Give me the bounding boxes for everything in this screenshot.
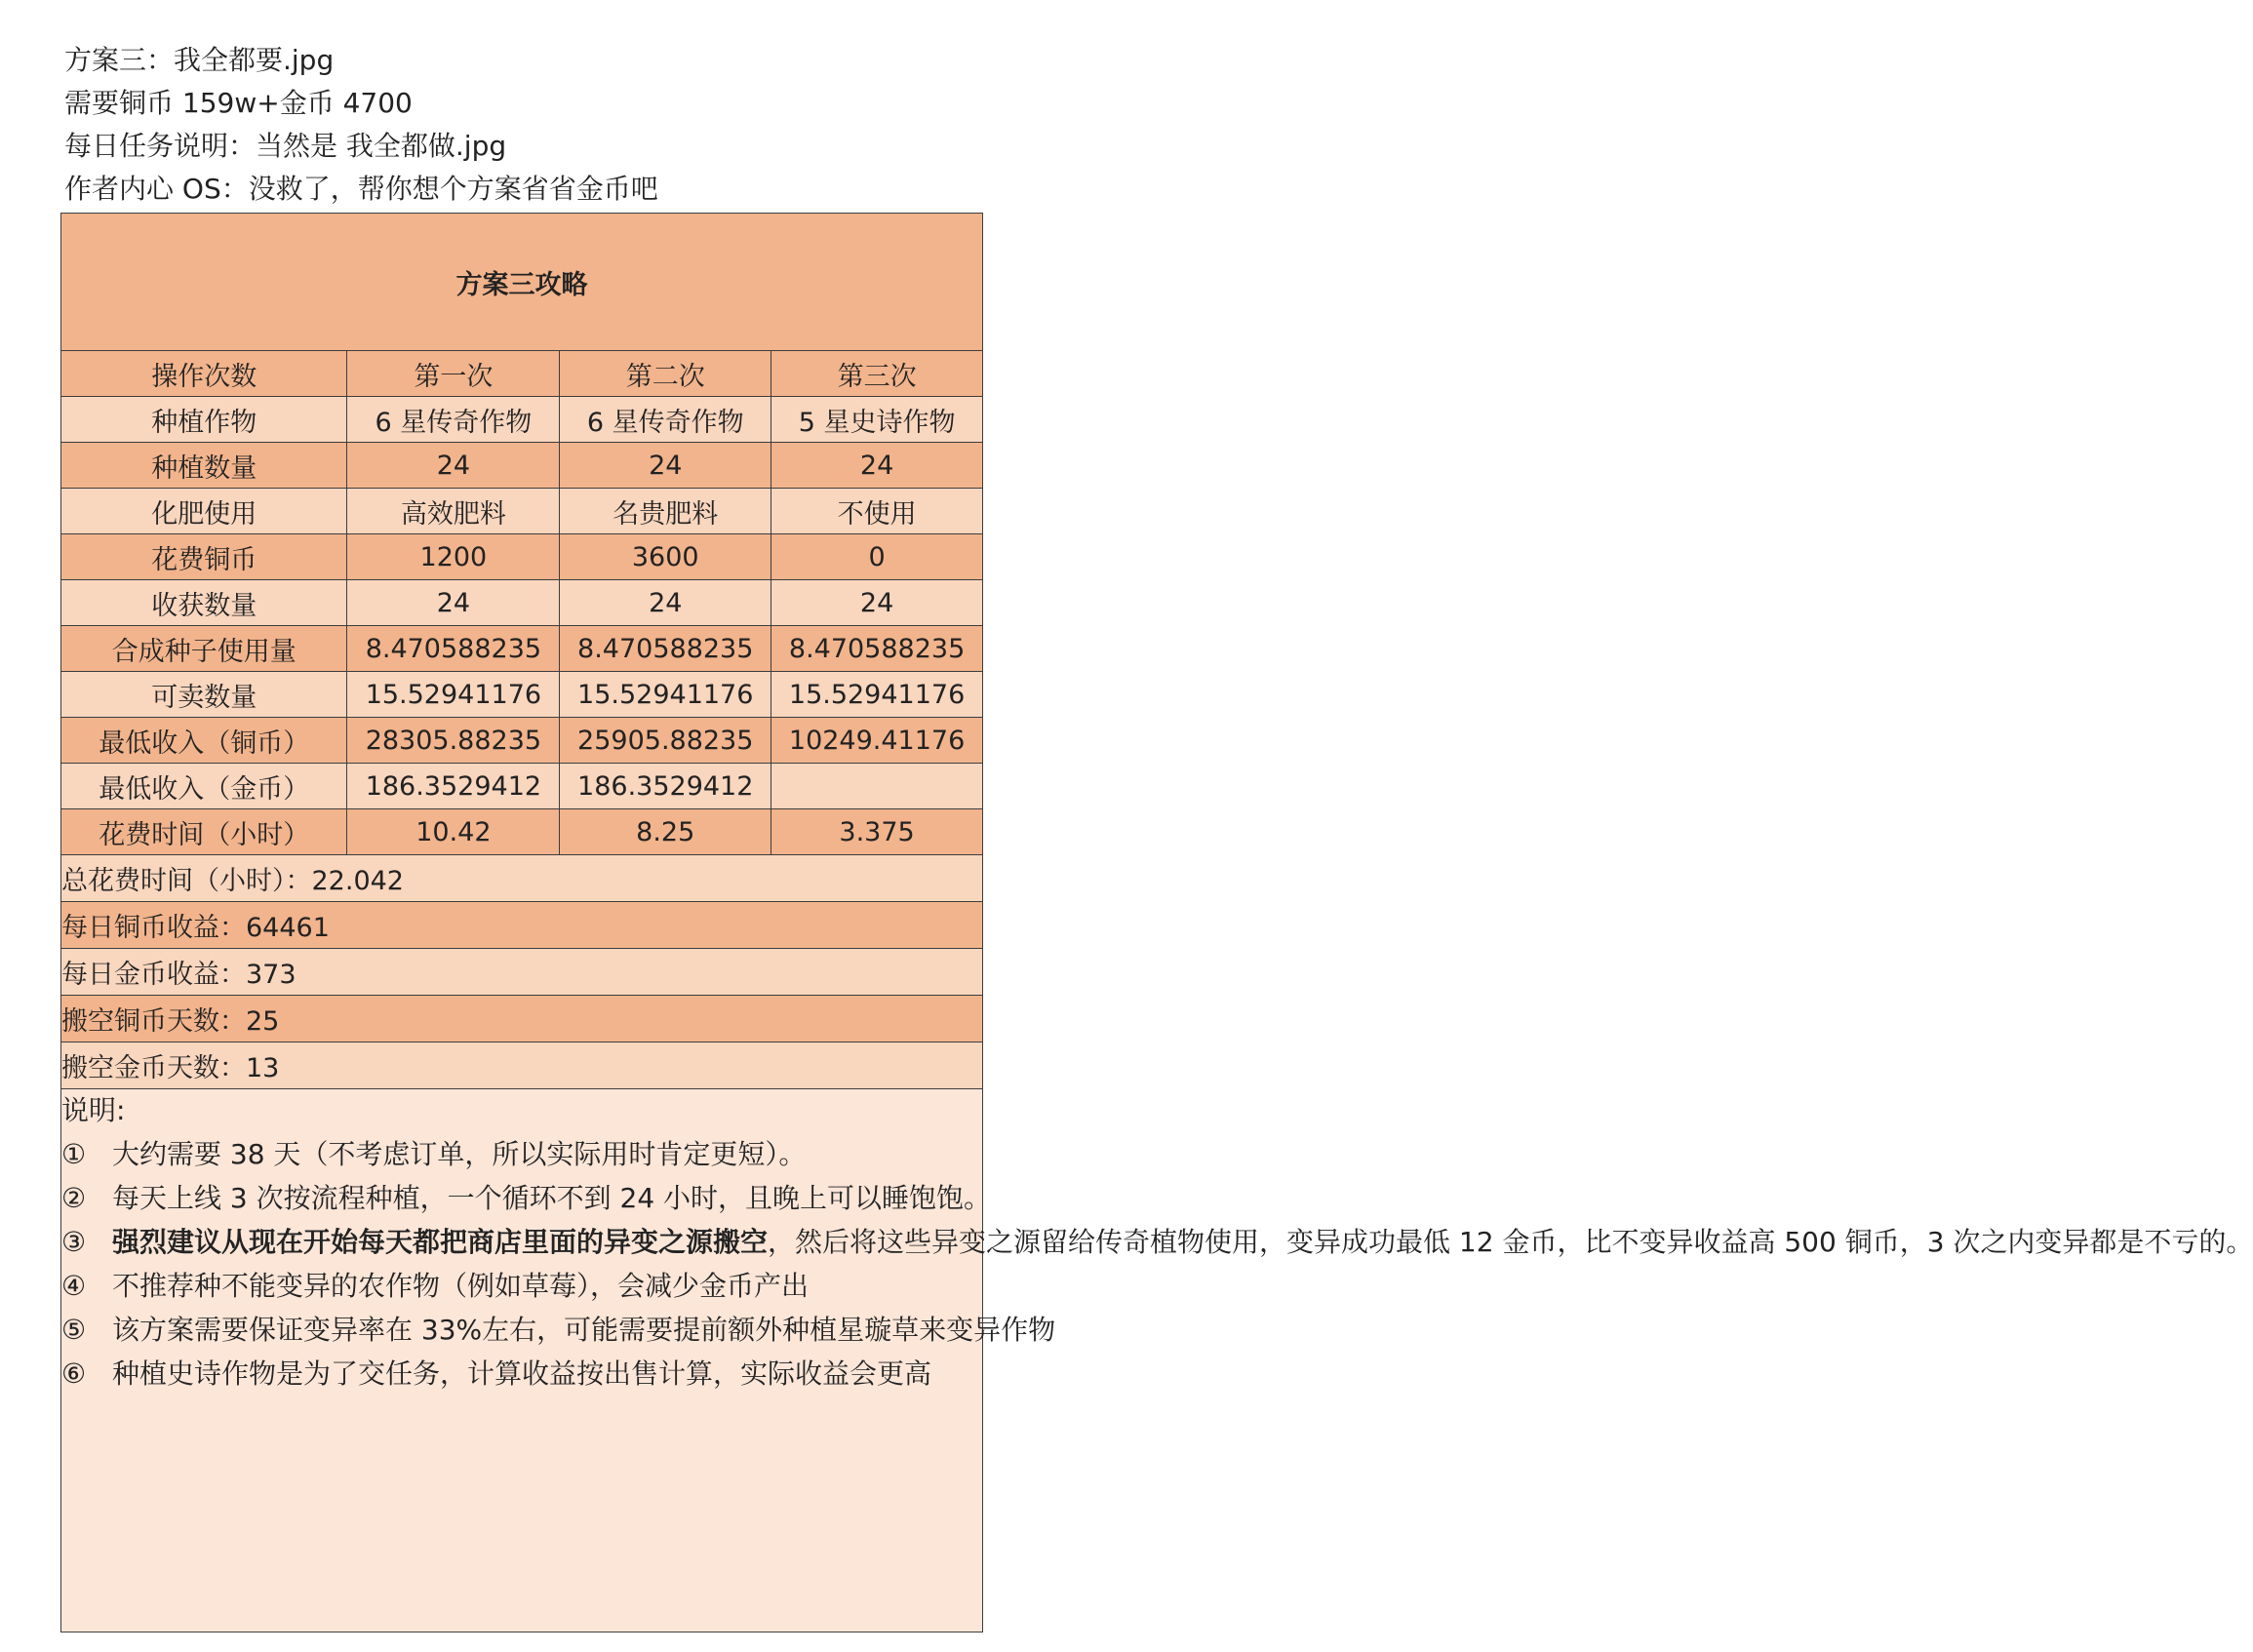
table-row — [61, 534, 983, 580]
table-cell: 8.25 — [560, 809, 771, 855]
note-body: ，然后将这些异变之源留给传奇植物使用，变异成功最低 12 金币，比不变异收益高 500 铜币，3 次之内变异都是不亏的。 — [768, 1226, 2253, 1258]
note-number: ① — [61, 1138, 87, 1170]
note-text — [112, 1220, 2253, 1264]
row-label: 花费铜币 — [61, 534, 347, 580]
notes-section — [61, 1089, 2253, 1632]
row-label: 合成种子使用量 — [61, 626, 347, 672]
intro-line: 每日任务说明：当然是 我全都做.jpg — [64, 130, 507, 162]
table-cell: 8.470588235 — [771, 626, 983, 672]
table-cell: 24 — [560, 580, 771, 626]
table-row — [61, 672, 983, 718]
table-cell: 24 — [771, 443, 983, 489]
note-item — [61, 1220, 2253, 1264]
table-cell: 28305.88235 — [347, 718, 560, 764]
table-cell: 24 — [771, 580, 983, 626]
note-text — [112, 1264, 982, 1308]
intro-line: 方案三：我全都要.jpg — [64, 44, 335, 76]
row-label: 种植数量 — [61, 443, 347, 489]
table-row — [61, 580, 983, 626]
note-number: ⑤ — [61, 1314, 87, 1346]
table-row — [61, 718, 983, 764]
summary-row — [61, 855, 983, 902]
table-row — [61, 397, 983, 443]
note-body: 大约需要 38 天（不考虑订单，所以实际用时肯定更短）。 — [112, 1138, 807, 1170]
intro-line: 作者内心 OS：没救了，帮你想个方案省省金币吧 — [64, 173, 658, 205]
note-text — [112, 1308, 1055, 1352]
intro-line: 需要铜币 159w+金币 4700 — [64, 87, 413, 119]
header-cell: 第一次 — [347, 351, 560, 397]
notes-row — [61, 1089, 983, 1632]
summary-row — [61, 902, 983, 949]
table-cell — [771, 764, 983, 809]
daily-copper-income: 每日铜币收益：64461 — [61, 902, 983, 949]
summary-row — [61, 949, 983, 996]
table-cell: 15.52941176 — [560, 672, 771, 718]
row-label: 花费时间（小时） — [61, 809, 347, 855]
table-row — [61, 443, 983, 489]
note-body: 种植史诗作物是为了交任务，计算收益按出售计算，实际收益会更高 — [112, 1357, 932, 1390]
header-cell: 第二次 — [560, 351, 771, 397]
table-cell: 15.52941176 — [771, 672, 983, 718]
table-cell: 3.375 — [771, 809, 983, 855]
table-cell: 不使用 — [771, 489, 983, 534]
note-text — [112, 1352, 982, 1396]
total-time: 总花费时间（小时）：22.042 — [61, 855, 983, 902]
note-body: 每天上线 3 次按流程种植，一个循环不到 24 小时，且晚上可以睡饱饱。 — [112, 1182, 992, 1214]
note-item — [61, 1308, 1056, 1352]
header-cell: 第三次 — [771, 351, 983, 397]
row-label: 收获数量 — [61, 580, 347, 626]
table-cell: 15.52941176 — [347, 672, 560, 718]
header-cell: 操作次数 — [61, 351, 347, 397]
note-number: ⑥ — [61, 1357, 87, 1390]
table-cell: 5 星史诗作物 — [771, 397, 983, 443]
note-number: ④ — [61, 1270, 87, 1302]
note-text — [112, 1176, 991, 1220]
table-cell: 1200 — [347, 534, 560, 580]
table-cell: 高效肥料 — [347, 489, 560, 534]
table-cell: 25905.88235 — [560, 718, 771, 764]
table-cell: 186.3529412 — [347, 764, 560, 809]
table-cell: 10.42 — [347, 809, 560, 855]
note-item — [61, 1132, 982, 1176]
table-cell: 名贵肥料 — [560, 489, 771, 534]
table-cell: 8.470588235 — [347, 626, 560, 672]
intro-text — [64, 39, 658, 211]
row-label: 种植作物 — [61, 397, 347, 443]
table-title: 方案三攻略 — [61, 214, 983, 351]
notes-heading: 说明: — [61, 1094, 126, 1126]
row-label: 化肥使用 — [61, 489, 347, 534]
table-cell: 0 — [771, 534, 983, 580]
note-text — [112, 1132, 982, 1176]
table-cell: 24 — [560, 443, 771, 489]
table-cell: 6 星传奇作物 — [560, 397, 771, 443]
note-bold-text: 强烈建议从现在开始每天都把商店里面的异变之源搬空 — [112, 1226, 769, 1258]
row-label: 最低收入（金币） — [61, 764, 347, 809]
table-row — [61, 626, 983, 672]
note-item — [61, 1176, 992, 1220]
table-cell: 10249.41176 — [771, 718, 983, 764]
table-cell: 8.470588235 — [560, 626, 771, 672]
note-body: 该方案需要保证变异率在 33%左右，可能需要提前额外种植星璇草来变异作物 — [112, 1314, 1056, 1346]
table-cell: 24 — [347, 580, 560, 626]
summary-row — [61, 1042, 983, 1089]
table-cell: 6 星传奇作物 — [347, 397, 560, 443]
header-row — [61, 351, 983, 397]
strategy-table — [60, 213, 2253, 1632]
table-row — [61, 489, 983, 534]
table-cell: 186.3529412 — [560, 764, 771, 809]
note-item — [61, 1352, 982, 1396]
table-row — [61, 764, 983, 809]
note-body: 不推荐种不能变异的农作物（例如草莓），会减少金币产出 — [112, 1270, 810, 1302]
gold-clear-days: 搬空金币天数：13 — [61, 1042, 983, 1089]
table-cell: 24 — [347, 443, 560, 489]
table-cell: 3600 — [560, 534, 771, 580]
note-number: ③ — [61, 1226, 87, 1258]
table-row — [61, 809, 983, 855]
copper-clear-days: 搬空铜币天数：25 — [61, 996, 983, 1042]
row-label: 最低收入（铜币） — [61, 718, 347, 764]
note-item — [61, 1264, 982, 1308]
daily-gold-income: 每日金币收益：373 — [61, 949, 983, 996]
title-row — [61, 214, 983, 351]
note-number: ② — [61, 1182, 87, 1214]
row-label: 可卖数量 — [61, 672, 347, 718]
summary-row — [61, 996, 983, 1042]
